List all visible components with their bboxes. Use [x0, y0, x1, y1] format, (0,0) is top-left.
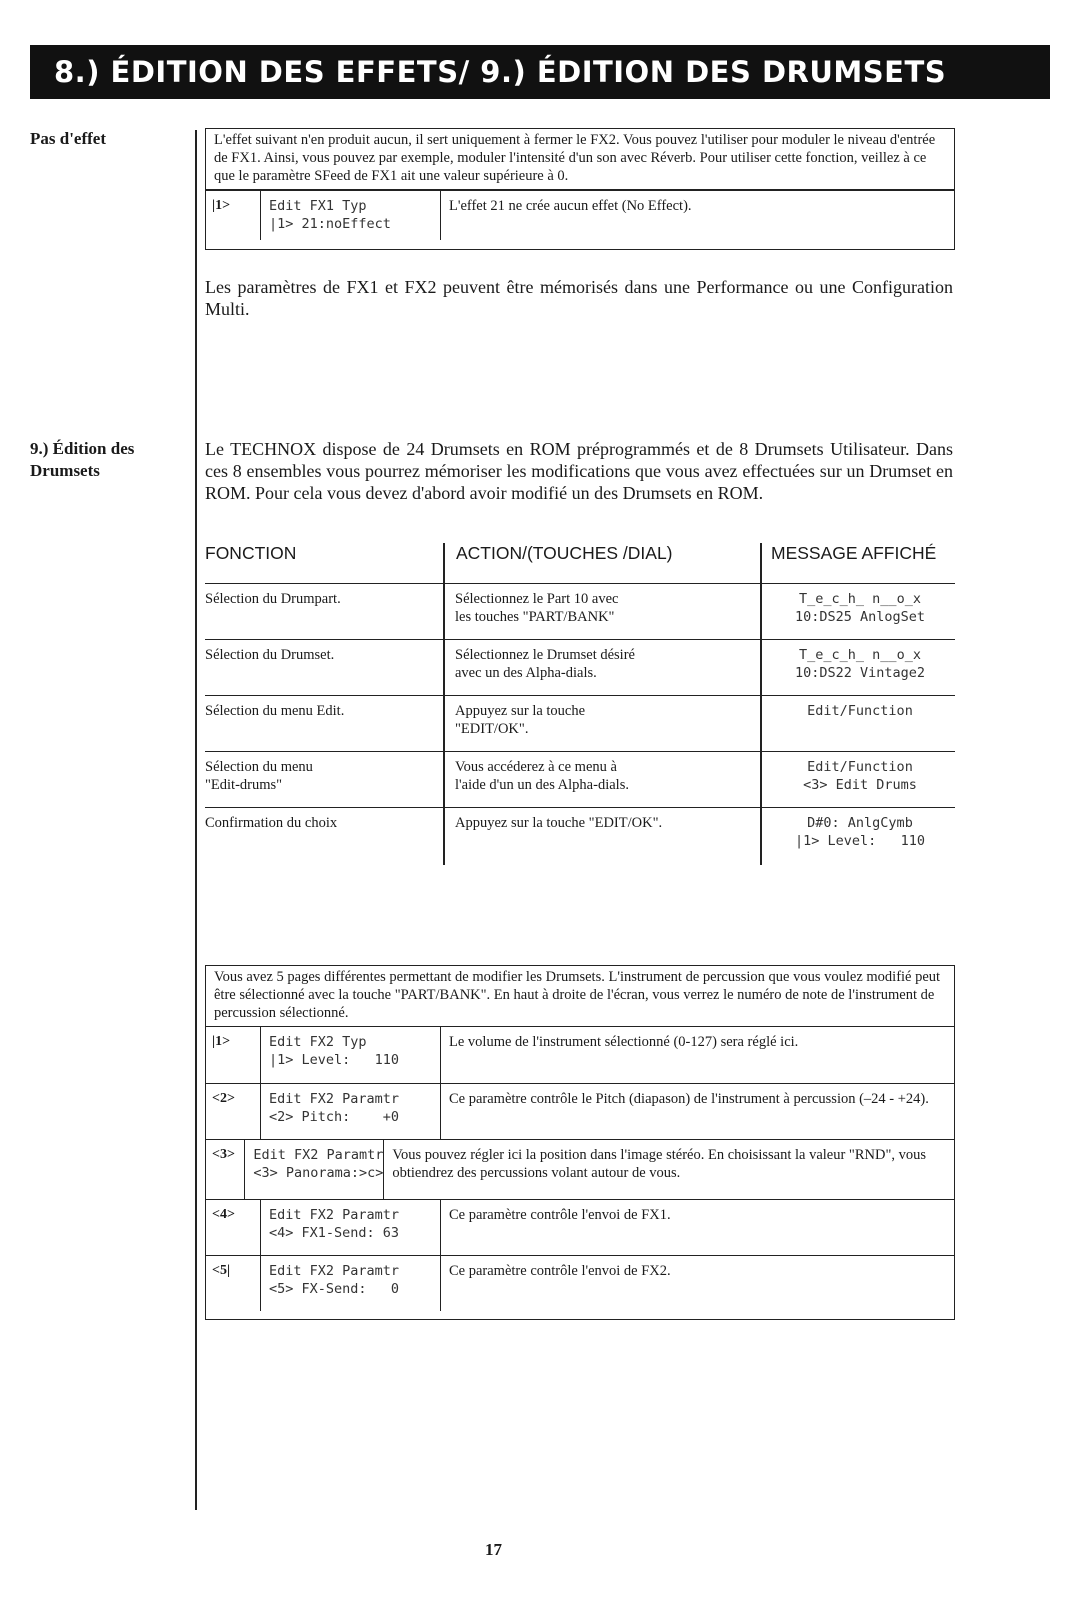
- lcd-line-1: Edit FX2 Paramtr: [269, 1207, 400, 1223]
- drum-pages-box: [205, 965, 955, 1320]
- page-title: 8.) ÉDITION DES EFFETS/ 9.) ÉDITION DES DRUMSETS: [30, 45, 1050, 99]
- drum-page-row: [206, 1255, 954, 1311]
- cell-fonction: Sélection du menu "Edit-drums": [205, 759, 313, 793]
- page-key: <4>: [206, 1200, 261, 1255]
- drum-pages-description: Vous avez 5 pages différentes permettant de modifier les Drumsets. L'instrument de percussion que vous voulez modifié peut être sélectionné avec la touche "PART/BANK". En haut à droite de l'écran, vous verrez le numéro de note de l'instrument de percussion sélectionné.: [206, 966, 954, 1027]
- function-table-row: [205, 751, 955, 807]
- drum-page-row: [206, 1083, 954, 1139]
- cell-message: T_e_c_h_ n__o_x 10:DS25 AnlogSet: [794, 591, 926, 625]
- row-description: Ce paramètre contrôle l'envoi de FX1.: [449, 1207, 671, 1223]
- drumsets-intro-paragraph: Le TECHNOX dispose de 24 Drumsets en ROM préprogrammés et de 8 Drumsets Utilisateur. Dans ces 8 ensembles vous pourrez mémoriser les modifications que vous avez effectuées sur un Drumset en ROM. Pour cela vous devez d'abord avoir modifié un des Drumsets en ROM.: [205, 439, 953, 503]
- cell-message: Edit/Function: [807, 703, 913, 719]
- row-description: L'effet 21 ne crée aucun effet (No Effect).: [449, 198, 692, 214]
- function-table-row: [205, 583, 955, 639]
- lcd-display: [261, 191, 441, 240]
- cell-message: D#0: AnlgCymb |1> Level: 110: [794, 815, 926, 849]
- lcd-line-2: <4> FX1-Send: 63: [269, 1225, 400, 1241]
- section-label-line-2: Drumsets: [30, 461, 100, 480]
- page-key: <3>: [206, 1140, 245, 1199]
- no-effect-row: [206, 190, 954, 240]
- fx-memory-paragraph: Les paramètres de FX1 et FX2 peuvent être mémorisés dans une Performance ou une Configuration Multi.: [205, 277, 953, 319]
- cell-fonction: Sélection du menu Edit.: [205, 703, 345, 719]
- cell-action: Sélectionnez le Drumset désiré avec un des Alpha-dials.: [455, 647, 635, 681]
- table-header-message: MESSAGE AFFICHÉ: [771, 543, 937, 563]
- table-header-action: ACTION/(TOUCHES /DIAL): [456, 543, 673, 563]
- margin-rule: [195, 130, 197, 1510]
- section-label-pas-deffet: Pas d'effet: [30, 129, 107, 148]
- lcd-line-1: Edit FX2 Typ: [269, 1034, 367, 1050]
- lcd-line-2: <2> Pitch: +0: [269, 1109, 400, 1125]
- lcd-line-1: Edit FX2 Paramtr: [253, 1147, 384, 1163]
- lcd-line-2: |1> 21:noEffect: [269, 216, 391, 232]
- drum-page-row: [206, 1027, 954, 1083]
- row-description: Ce paramètre contrôle l'envoi de FX2.: [449, 1263, 671, 1279]
- lcd-display: [261, 1200, 441, 1255]
- page-key: <2>: [206, 1084, 261, 1139]
- lcd-display: [261, 1027, 441, 1083]
- lcd-line-2: <5> FX-Send: 0: [269, 1281, 400, 1297]
- page-number: 17: [485, 1540, 502, 1559]
- lcd-display: [261, 1084, 441, 1139]
- row-description: Le volume de l'instrument sélectionné (0-127) sera réglé ici.: [449, 1034, 799, 1050]
- section-label-drumsets: [30, 438, 134, 482]
- function-table-row: [205, 639, 955, 695]
- no-effect-box: [205, 128, 955, 250]
- cell-action: Vous accéderez à ce menu à l'aide d'un un des Alpha-dials.: [455, 759, 629, 793]
- cell-fonction: Sélection du Drumset.: [205, 647, 335, 663]
- lcd-display: [261, 1256, 441, 1311]
- lcd-line-1: Edit FX2 Paramtr: [269, 1263, 400, 1279]
- row-description: Ce paramètre contrôle le Pitch (diapason) de l'instrument à percussion (–24 - +24).: [449, 1091, 929, 1107]
- function-table-row: [205, 695, 955, 751]
- lcd-line-2: |1> Level: 110: [269, 1052, 400, 1068]
- drum-page-row: [206, 1199, 954, 1255]
- drum-pages-rows: [206, 1027, 954, 1311]
- cell-fonction: Confirmation du choix: [205, 815, 338, 831]
- function-table-row: [205, 807, 955, 863]
- row-description: Vous pouvez régler ici la position dans l'image stéréo. En choisissant la valeur "RND", vous obtiendrez des percussions volant autour de vous.: [392, 1147, 927, 1181]
- cell-action: Appuyez sur la touche "EDIT/OK".: [455, 815, 663, 831]
- page-key: |1>: [206, 191, 261, 240]
- no-effect-description: L'effet suivant n'en produit aucun, il sert uniquement à fermer le FX2. Vous pouvez l'utiliser pour moduler le niveau d'entrée de FX1. Ainsi, vous pouvez par exemple, moduler l'intensité d'un son avec Réverb. Pour utiliser cette fonction, veillez à ce que le paramètre SFeed de FX1 ait une valeur supérieure à 0.: [206, 129, 954, 190]
- page-key: <5|: [206, 1256, 261, 1311]
- lcd-line-1: Edit FX1 Typ: [269, 198, 367, 214]
- lcd-display: [245, 1140, 384, 1199]
- lcd-line-2: <3> Panorama:>c>: [253, 1165, 384, 1181]
- cell-message: T_e_c_h_ n__o_x 10:DS22 Vintage2: [794, 647, 926, 681]
- lcd-line-1: Edit FX2 Paramtr: [269, 1091, 400, 1107]
- function-table: [205, 583, 955, 863]
- cell-action: Sélectionnez le Part 10 avec les touches "PART/BANK": [455, 591, 619, 625]
- drum-page-row: [206, 1139, 954, 1199]
- table-header-fonction: FONCTION: [205, 543, 297, 563]
- cell-message: Edit/Function <3> Edit Drums: [803, 759, 917, 793]
- page-key: |1>: [206, 1027, 261, 1083]
- cell-fonction: Sélection du Drumpart.: [205, 591, 341, 607]
- cell-action: Appuyez sur la touche "EDIT/OK".: [455, 703, 586, 737]
- section-label-line-1: 9.) Édition des: [30, 439, 135, 458]
